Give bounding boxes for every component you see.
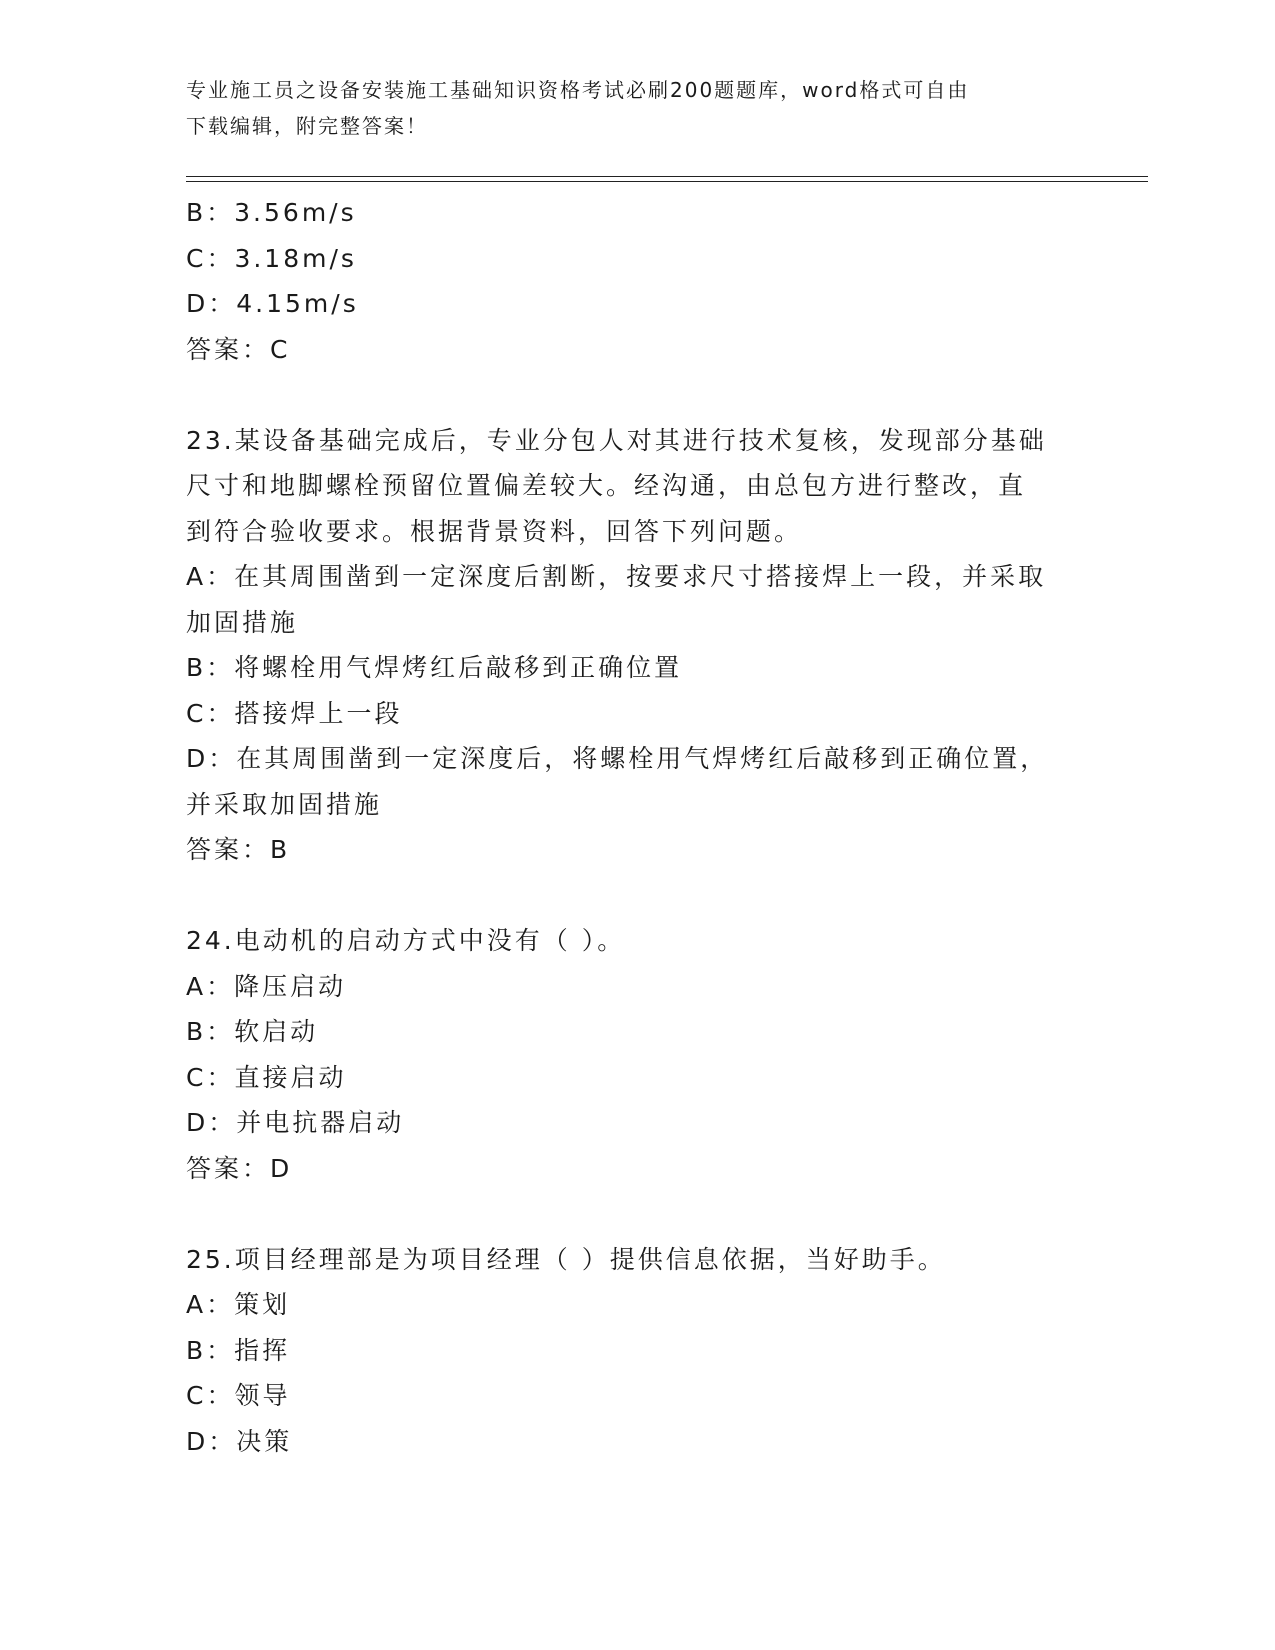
option-a: A：在其周围凿到一定深度后割断，按要求尺寸搭接焊上一段，并采取 <box>186 562 1047 591</box>
option-a: A：降压启动 <box>186 971 347 1001</box>
header-divider-top <box>186 176 1148 177</box>
header-title-line-2: 下载编辑，附完整答案！ <box>186 114 428 138</box>
question-stem: 24.电动机的启动方式中没有（ ）。 <box>186 926 626 955</box>
spacer <box>186 372 1066 418</box>
option-a: A：策划 <box>186 1290 291 1319</box>
question-24 <box>186 918 1066 1191</box>
option-d: D：在其周围凿到一定深度后，将螺栓用气焊烤红后敲移到正确位置， <box>186 744 1049 773</box>
option-c: C：直接启动 <box>186 1062 347 1092</box>
question-content <box>186 190 1066 1464</box>
question-stem-line: 尺寸和地脚螺栓预留位置偏差较大。经沟通，由总包方进行整改，直 <box>186 471 1027 500</box>
option-c: C：领导 <box>186 1381 291 1410</box>
option-d: D：决策 <box>186 1426 293 1456</box>
document-header <box>186 72 1086 144</box>
answer: 答案：C <box>186 334 291 364</box>
question-stem-line: 23.某设备基础完成后，专业分包人对其进行技术复核，发现部分基础 <box>186 425 1047 455</box>
option-d: D：并电抗器启动 <box>186 1108 405 1137</box>
question-25 <box>186 1237 1066 1465</box>
spacer <box>186 1191 1066 1237</box>
question-stem: 25.项目经理部是为项目经理（ ）提供信息依据，当好助手。 <box>186 1244 946 1274</box>
option-d: D：4.15m/s <box>186 289 359 318</box>
answer: 答案：B <box>186 835 291 864</box>
option-b: B：指挥 <box>186 1335 291 1365</box>
option-d-continued: 并采取加固措施 <box>186 789 383 819</box>
answer: 答案：D <box>186 1153 293 1183</box>
option-c: C：3.18m/s <box>186 243 357 273</box>
option-b: B：3.56m/s <box>186 198 357 227</box>
spacer <box>186 873 1066 919</box>
option-b: B：软启动 <box>186 1017 319 1046</box>
question-23 <box>186 418 1066 873</box>
option-a-continued: 加固措施 <box>186 607 299 637</box>
header-divider-bottom <box>186 181 1148 182</box>
option-c: C：搭接焊上一段 <box>186 698 403 728</box>
option-b: B：将螺栓用气焊烤红后敲移到正确位置 <box>186 653 683 682</box>
question-22 <box>186 190 1066 372</box>
question-stem-line: 到符合验收要求。根据背景资料，回答下列问题。 <box>186 516 803 546</box>
header-title-line-1: 专业施工员之设备安装施工基础知识资格考试必刷200题题库，word格式可自由 <box>186 78 970 102</box>
